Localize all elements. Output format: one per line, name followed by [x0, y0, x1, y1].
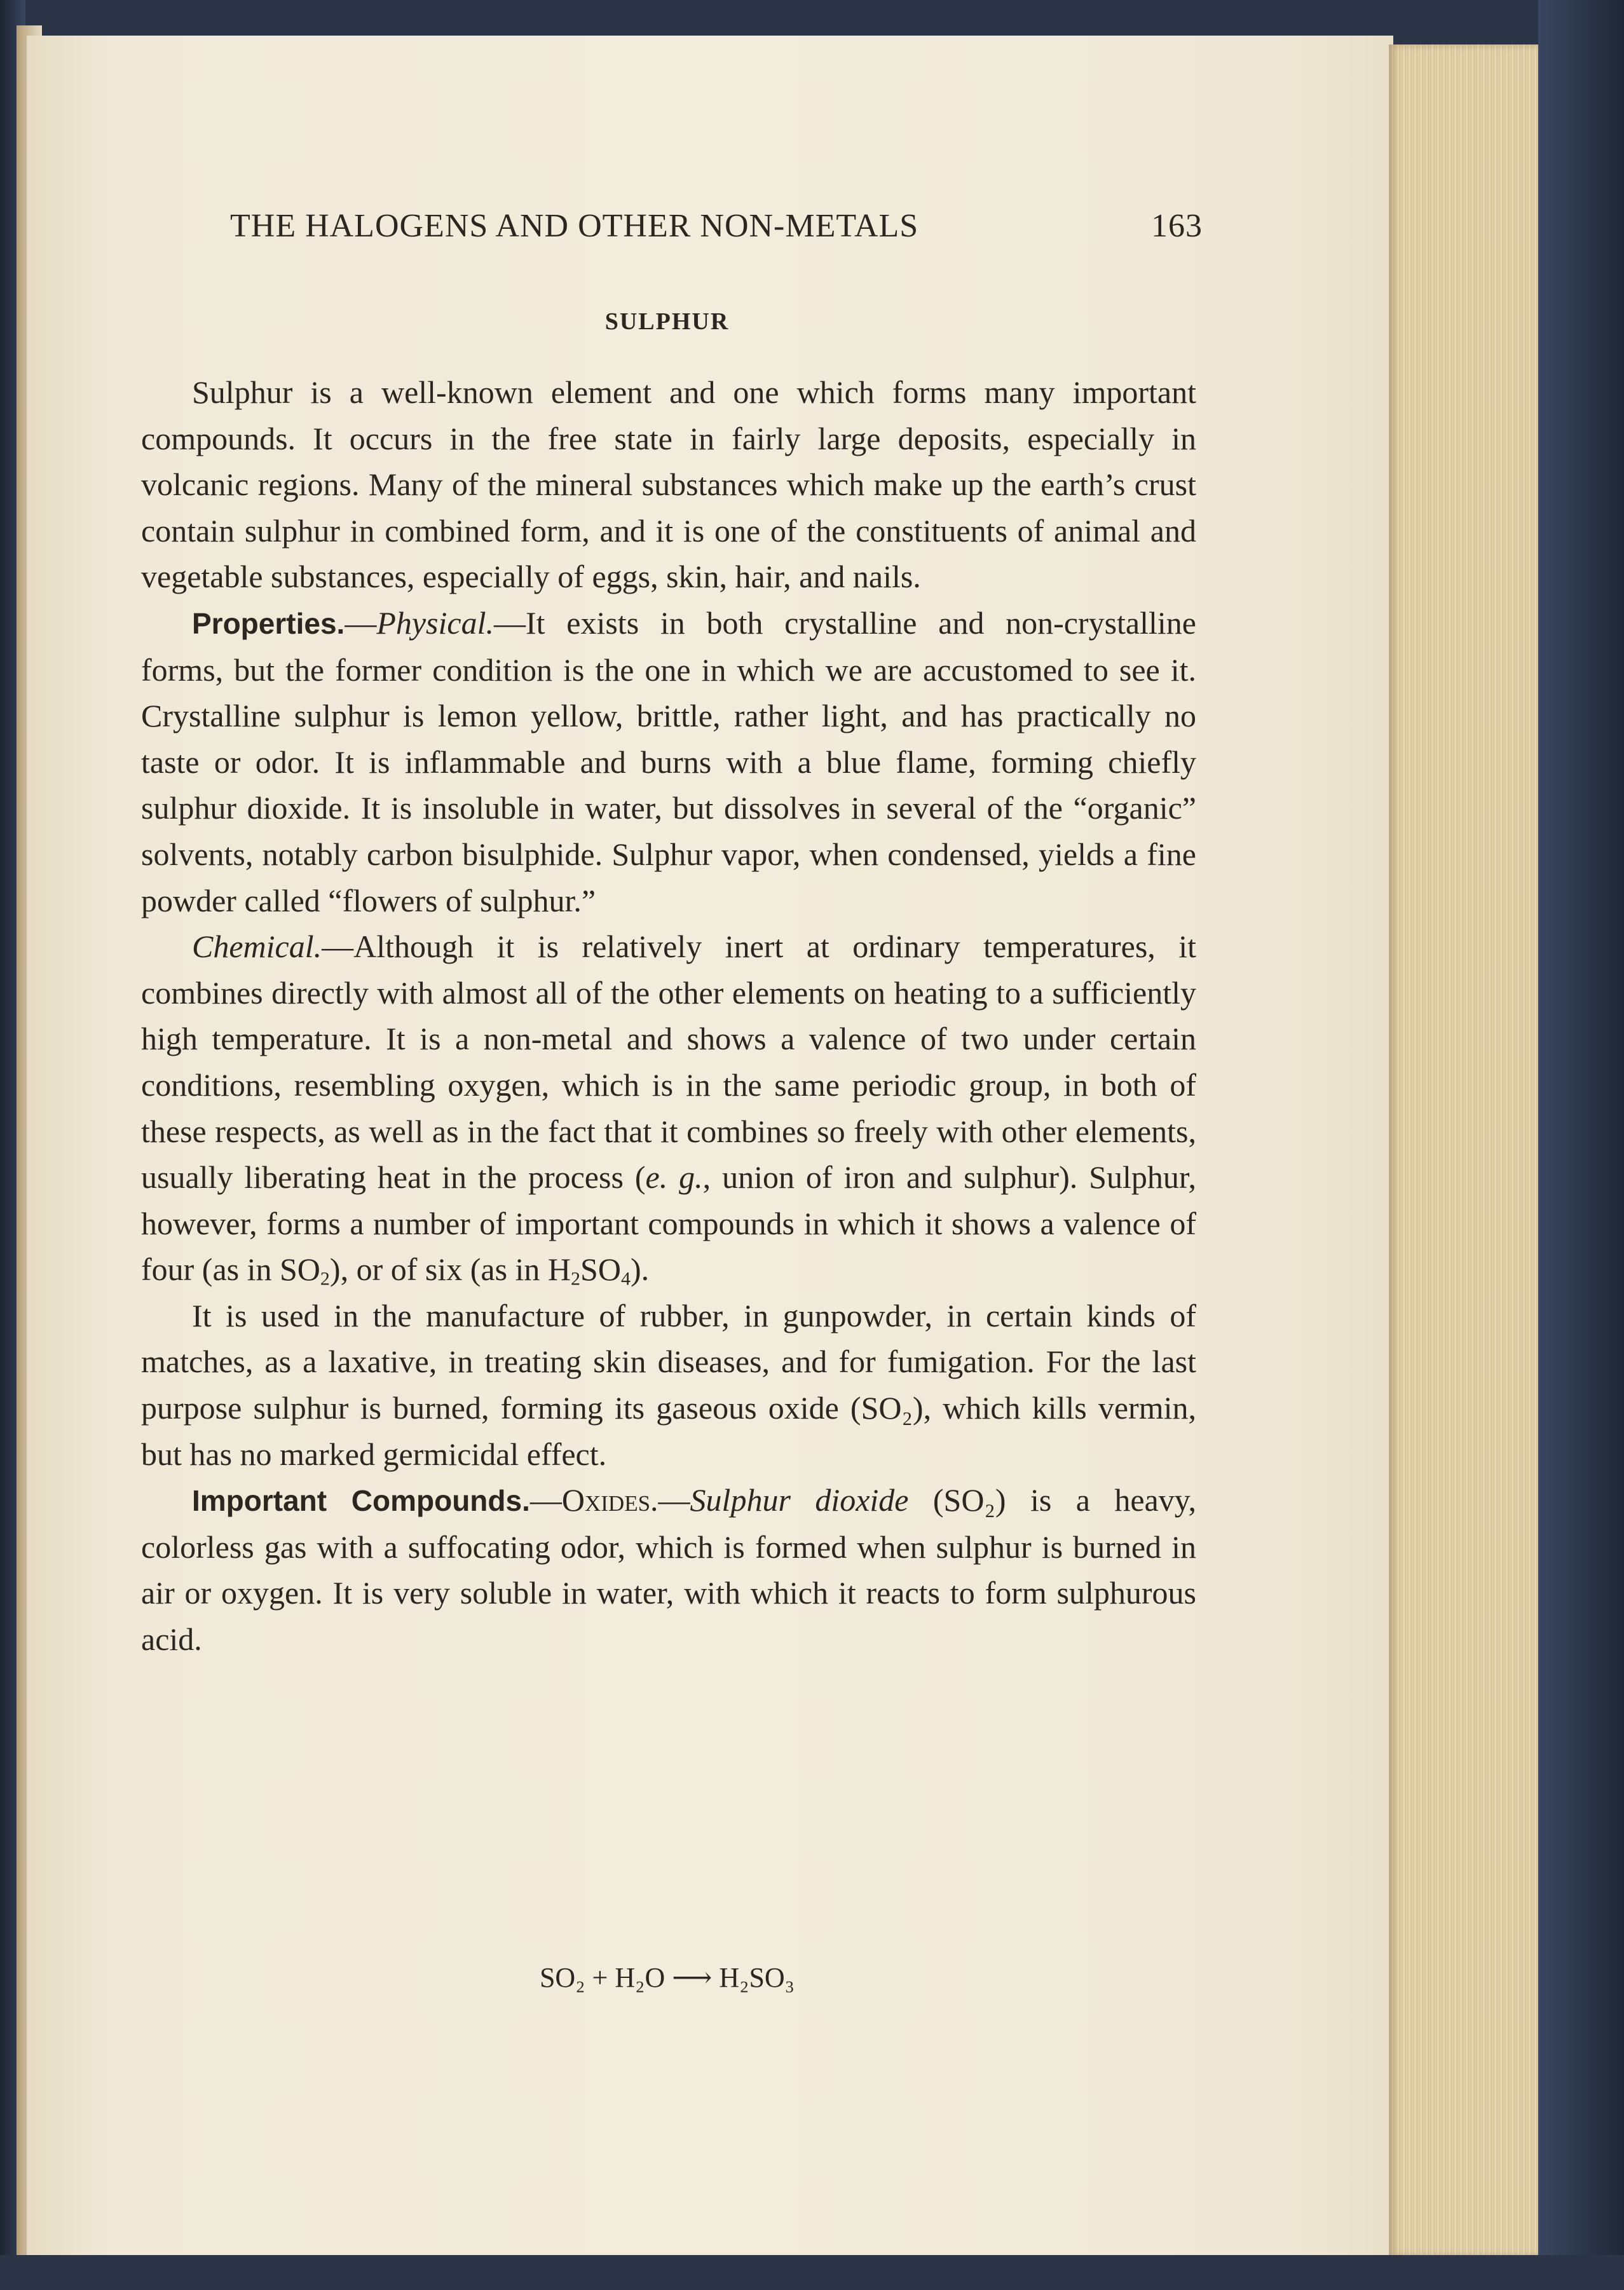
paragraph-compounds [141, 1477, 1196, 1662]
subscript-4: 4 [620, 1268, 631, 1290]
subscript-2b: 2 [571, 1268, 581, 1290]
book-cover-right [1538, 0, 1624, 2290]
chemical-text-a: —Although it is relatively inert at ordinary temperatures, it combines directly with almost all of the other elements on heating to a sufficiently high temperature. It is a non-metal and shows a valence of two under certain conditions, resembling oxygen, which is in the same periodic group, in both of these respects, as well as in the fact that it combines so freely with other elements, usually liberating heat in the process ( [141, 929, 1196, 1196]
paragraph-chemical [141, 923, 1196, 1293]
book-cover-bottom [0, 2255, 1624, 2290]
compounds-dash: — [529, 1482, 562, 1518]
chemical-equation: SO₂ + H₂O ⟶ H₂SO₃ [539, 1962, 795, 1993]
properties-heading: Properties. [192, 606, 345, 640]
sulphur-dioxide-term: Sulphur dioxide [690, 1482, 909, 1518]
chemical-text-b: , union of iron and sulphur). Sulphur, however, forms a number of important compounds in which it shows a valence of four (as in SO [141, 1159, 1197, 1288]
properties-dash: — [345, 604, 377, 641]
chemical-subheading: Chemical. [192, 929, 322, 965]
chemical-text-e: ). [630, 1251, 650, 1288]
page-content [27, 36, 1393, 2260]
compounds-dash-2: — [658, 1482, 690, 1518]
paragraph-properties [141, 600, 1196, 923]
eg-abbrev: e. g. [645, 1159, 703, 1196]
chemical-text-d: SO [580, 1251, 621, 1288]
running-head [230, 207, 1203, 245]
compounds-text: (SO₂) is a heavy, colorless gas with a suffocating odor, which is formed when sulphur is burned in air or oxygen. It is very soluble in water, with which it reacts to form sulphurous acid. [141, 1482, 1196, 1658]
compounds-heading: Important Compounds. [192, 1484, 530, 1518]
subscript-2: 2 [320, 1268, 330, 1290]
chemical-text-c: ), or of six (as in H [329, 1251, 571, 1288]
running-head-title: THE HALOGENS AND OTHER NON-METALS [230, 208, 919, 244]
section-title: SULPHUR [604, 308, 730, 335]
paragraph-intro: Sulphur is a well-known element and one which forms many important compounds. It occurs in the free state in fairly large deposits, especially in volcanic regions. Many of the mineral substances which make up the earth’s crust contain sulphur in combined form, and it is one of the constituents of animal and vegetable substances, especially of eggs, skin, hair, and nails. [141, 374, 1196, 595]
page-number: 163 [1151, 208, 1203, 244]
oxides-label: Oxides. [561, 1482, 658, 1518]
book-page [27, 36, 1393, 2260]
body-text [141, 369, 1196, 1663]
page-edges [1389, 44, 1538, 2256]
physical-text: —It exists in both crystalline and non-crystalline forms, but the former condition is the one in which we are accustomed to see it. Crystalline sulphur is lemon yellow, brittle, rather light, and has practically no taste or odor. It is inflammable and burns with a blue flame, forming chiefly sulphur dioxide. It is insoluble in water, but dissolves in several of the “organic” solvents, notably carbon bisulphide. Sulphur vapor, when condensed, yields a fine powder called “flowers of sulphur.” [141, 604, 1196, 918]
paragraph-uses: It is used in the manufacture of rubber, in gunpowder, in certain kinds of matches, as a laxative, in treating skin diseases, and for fumigation. For the last purpose sulphur is burned, forming its gaseous oxide (SO₂), which kills vermin, but has no marked germicidal effect. [141, 1297, 1196, 1472]
physical-subheading: Physical. [376, 604, 494, 641]
